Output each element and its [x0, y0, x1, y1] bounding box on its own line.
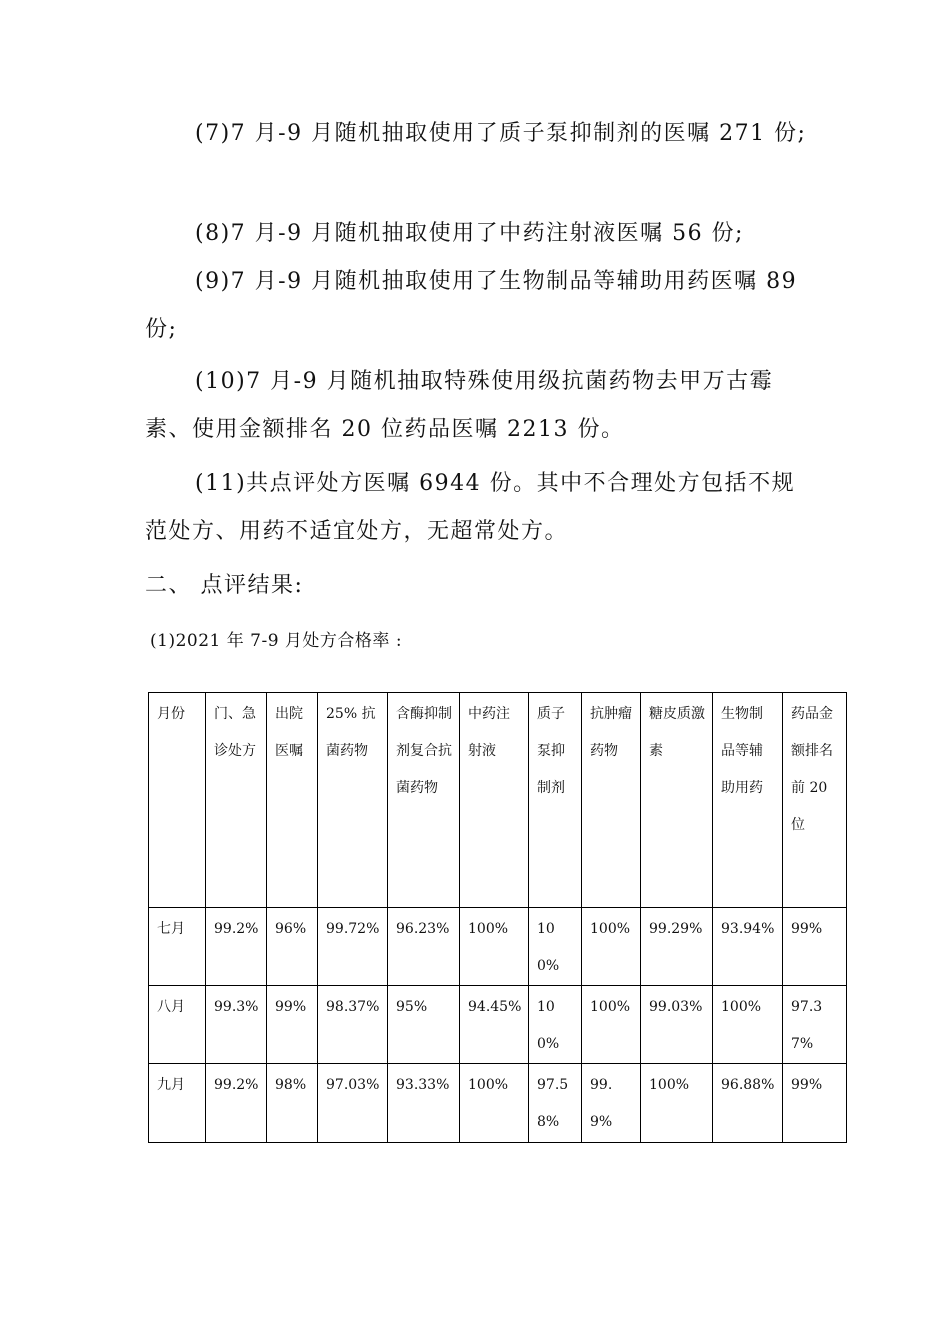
header-cell: 生物制品等辅助用药 — [713, 693, 783, 908]
qualification-rate-table — [148, 692, 847, 1143]
table-cell: 100% — [641, 1064, 713, 1143]
paragraph-8: (8)7 月-9 月随机抽取使用了中药注射液医嘱 56 份; — [195, 221, 744, 246]
table-cell: 99.29% — [641, 908, 713, 986]
header-cell: 含酶抑制剂复合抗菌药物 — [388, 693, 460, 908]
header-cell: 糖皮质激素 — [641, 693, 713, 908]
table-cell: 99% — [783, 1064, 847, 1143]
table-cell: 97.58% — [529, 1064, 582, 1143]
table-row — [149, 908, 847, 986]
table-cell: 97.37% — [783, 986, 847, 1064]
table-cell: 99.03% — [641, 986, 713, 1064]
table-cell: 99.72% — [318, 908, 388, 986]
header-cell: 抗肿瘤药物 — [582, 693, 641, 908]
table-row — [149, 986, 847, 1064]
header-cell: 中药注射液 — [460, 693, 529, 908]
table-cell: 97.03% — [318, 1064, 388, 1143]
header-cell: 月份 — [149, 693, 206, 908]
header-cell: 出院医嘱 — [267, 693, 318, 908]
table-cell: 九月 — [149, 1064, 206, 1143]
table-cell: 99.2% — [206, 908, 267, 986]
table-cell: 94.45% — [460, 986, 529, 1064]
paragraph-9: (9)7 月-9 月随机抽取使用了生物制品等辅助用药医嘱 89 份; — [145, 269, 798, 342]
table-cell: 100% — [582, 908, 641, 986]
paragraph-10: (10)7 月-9 月随机抽取特殊使用级抗菌药物去甲万古霉素、使用金额排名 20 位药品医嘱 2213 份。 — [145, 369, 774, 442]
section-heading: 二、 点评结果: — [145, 573, 304, 598]
paragraph-11: (11)共点评处方医嘱 6944 份。其中不合理处方包括不规范处方、用药不适宜处方，无超常处方。 — [145, 471, 796, 544]
table-cell: 100% — [713, 986, 783, 1064]
table-cell: 99.9% — [582, 1064, 641, 1143]
header-cell: 门、急诊处方 — [206, 693, 267, 908]
header-cell: 25% 抗菌药物 — [318, 693, 388, 908]
table-cell: 96.88% — [713, 1064, 783, 1143]
table-cell: 99% — [267, 986, 318, 1064]
table-cell: 99.3% — [206, 986, 267, 1064]
header-cell: 质子泵抑制剂 — [529, 693, 582, 908]
table-cell: 100% — [529, 908, 582, 986]
table-cell: 100% — [460, 1064, 529, 1143]
table-cell: 100% — [529, 986, 582, 1064]
header-cell: 药品金额排名前 20 位 — [783, 693, 847, 908]
table-cell: 100% — [582, 986, 641, 1064]
table-cell: 99% — [783, 908, 847, 986]
table-cell: 七月 — [149, 908, 206, 986]
table-cell: 96.23% — [388, 908, 460, 986]
table-cell: 100% — [460, 908, 529, 986]
table-cell: 98.37% — [318, 986, 388, 1064]
table-cell: 95% — [388, 986, 460, 1064]
table-cell: 八月 — [149, 986, 206, 1064]
paragraph-7: (7)7 月-9 月随机抽取使用了质子泵抑制剂的医嘱 271 份; — [195, 121, 807, 146]
table-cell: 93.33% — [388, 1064, 460, 1143]
table-row — [149, 1064, 847, 1143]
table-cell: 99.2% — [206, 1064, 267, 1143]
table-cell: 98% — [267, 1064, 318, 1143]
table-cell: 96% — [267, 908, 318, 986]
table-cell: 93.94% — [713, 908, 783, 986]
table-caption: (1)2021 年 7-9 月处方合格率 : — [150, 631, 403, 651]
table-header-row — [149, 693, 847, 908]
